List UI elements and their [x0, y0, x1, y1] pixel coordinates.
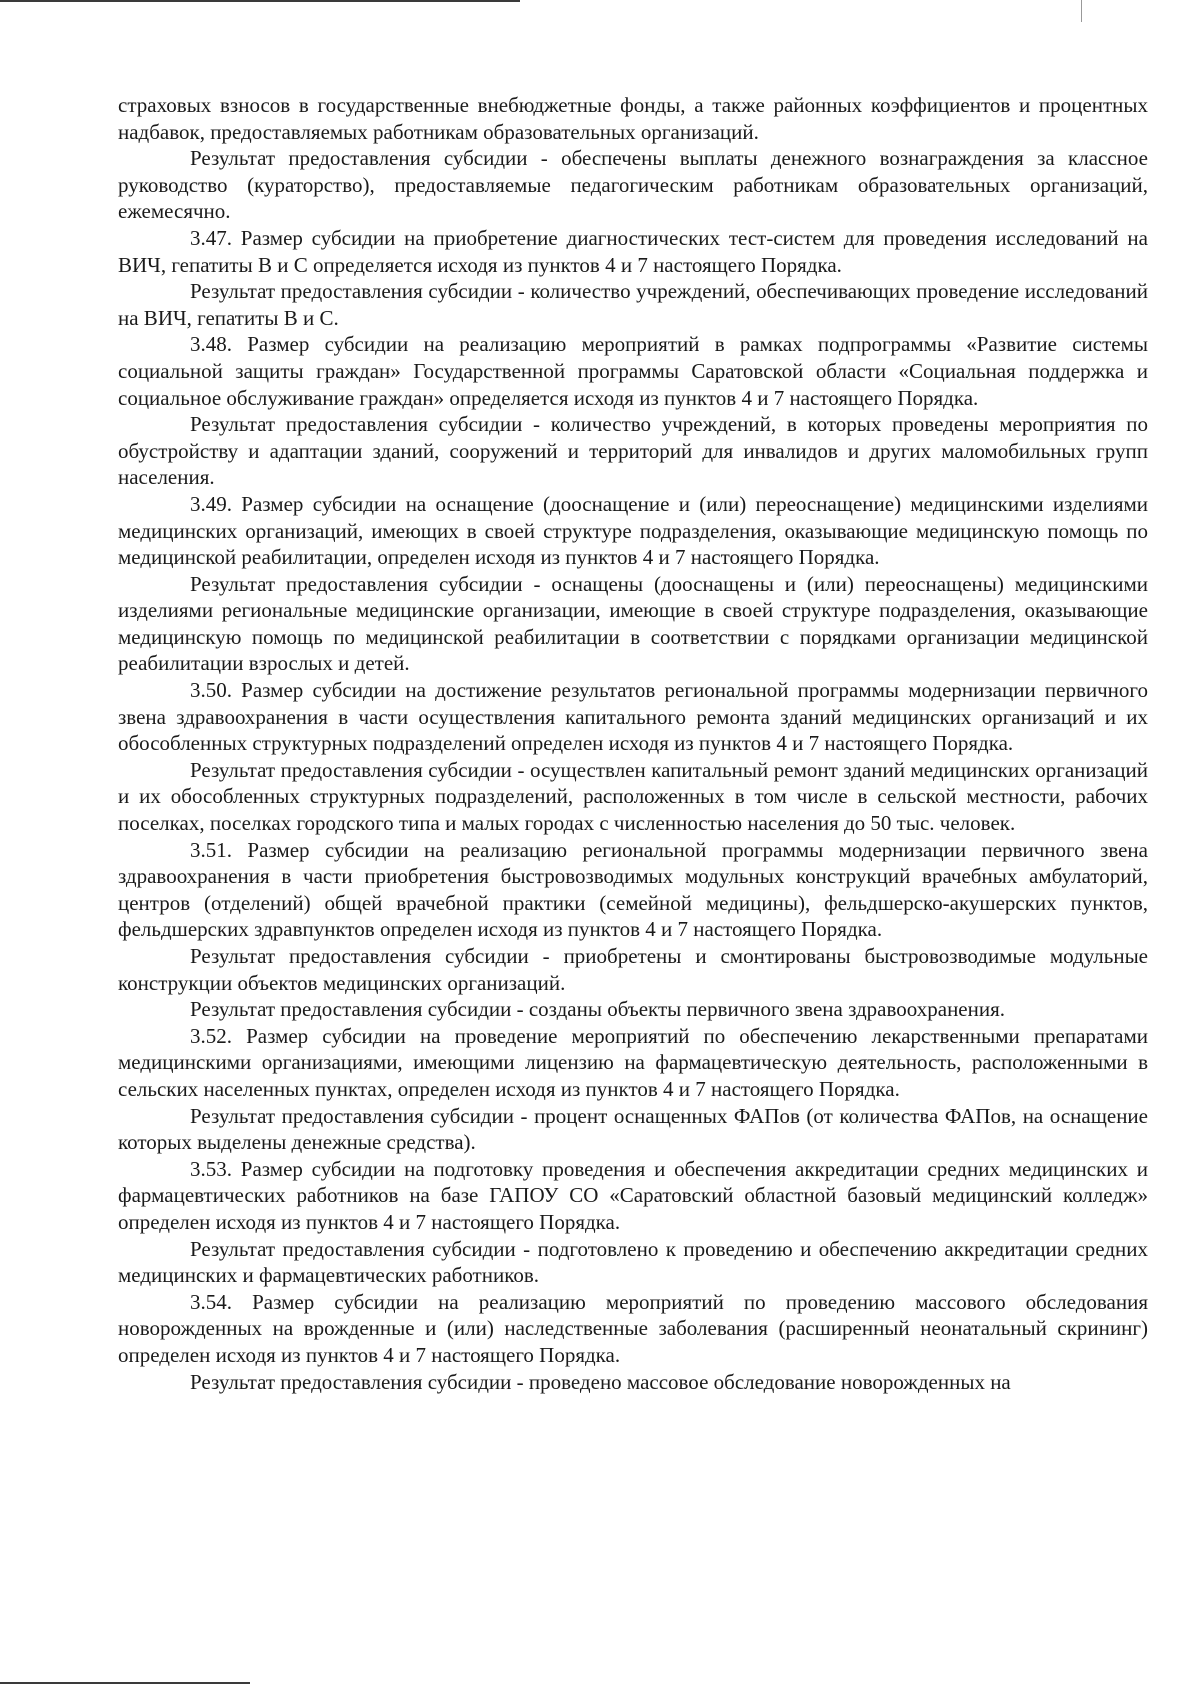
paragraph-result-3-53: Результат предоставления субсидии - подготовлено к проведению и обеспечению аккредитации средних медицинских и фармацевтических работников.: [118, 1236, 1148, 1288]
paragraph-3-53: 3.53. Размер субсидии на подготовку проведения и обеспечения аккредитации средних медицинских и фармацевтических работников на базе ГАПОУ СО «Саратовский областной базовый медицинский колледж» определен исходя из пунктов 4 и 7 настоящего Порядка.: [118, 1156, 1148, 1234]
paragraph-result-3-47: Результат предоставления субсидии - количество учреждений, обеспечивающих проведение исследований на ВИЧ, гепатиты В и С.: [118, 279, 1148, 330]
paragraph-3-51: 3.51. Размер субсидии на реализацию региональной программы модернизации первичного звена здравоохранения в части приобретения быстровозводимых модульных конструкций врачебных амбулаторий, центров (отделений) общей врачебной практики (семейной медицины), фельдшерско-акушерских пунктов, фельдшерских здравпунктов определен исходя из пунктов 4 и 7 настоящего Порядка.: [118, 837, 1148, 942]
scan-edge-top: [0, 0, 520, 2]
paragraph-result-3-50: Результат предоставления субсидии - осуществлен капитальный ремонт зданий медицинских организаций и их обособленных структурных подразделений, расположенных в том числе в сельской местности, рабочих поселках, поселках городского типа и малых городах с численностью населения до 50 тыс. человек.: [118, 757, 1148, 836]
paragraph-3-52: 3.52. Размер субсидии на проведение мероприятий по обеспечению лекарственными препаратами медицинскими организациями, имеющими лицензию на фармацевтическую деятельность, расположенными в сельских населенных пунктах, определен исходя из пунктов 4 и 7 настоящего Порядка.: [118, 1023, 1148, 1101]
paragraph-3-47: 3.47. Размер субсидии на приобретение диагностических тест-систем для проведения исследований на ВИЧ, гепатиты В и С определяется исходя из пунктов 4 и 7 настоящего Порядка.: [118, 225, 1148, 277]
paragraph-3-48: 3.48. Размер субсидии на реализацию мероприятий в рамках подпрограммы «Развитие системы социальной защиты граждан» Государственной программы Саратовской области «Социальная поддержка и социальное обслуживание граждан» определяется исходя из пунктов 4 и 7 настоящего Порядка.: [118, 332, 1148, 410]
paragraph-result-3-52: Результат предоставления субсидии - процент оснащенных ФАПов (от количества ФАПов, на оснащение которых выделены денежные средства).: [118, 1103, 1148, 1155]
paragraph-result-3-54: Результат предоставления субсидии - проведено массовое обследование новорожденных на: [190, 1369, 1011, 1394]
scan-edge-bottom: [0, 1682, 250, 1684]
paragraph-3-54: 3.54. Размер субсидии на реализацию мероприятий по проведению массового обследования новорожденных на врожденные и (или) наследственные заболевания (расширенный неонатальный скрининг) определен исходя из пунктов 4 и 7 настоящего Порядка.: [118, 1289, 1148, 1367]
paragraph-result-class-guidance: Результат предоставления субсидии - обеспечены выплаты денежного вознаграждения за классное руководство (кураторство), предоставляемые педагогическим работникам образовательных организаций, ежемесячно.: [118, 146, 1148, 224]
paragraph-result-3-51-b: Результат предоставления субсидии - созданы объекты первичного звена здравоохранения.: [190, 997, 1006, 1022]
paragraph-result-3-48: Результат предоставления субсидии - количество учреждений, в которых проведены мероприятия по обустройству и адаптации зданий, сооружений и территорий для инвалидов и других маломобильных групп населения.: [118, 412, 1148, 490]
document-body: [118, 92, 1148, 1395]
scan-mark: [1081, 0, 1082, 22]
paragraph-result-3-51-a: Результат предоставления субсидии - приобретены и смонтированы быстровозводимые модульные конструкции объектов медицинских организаций.: [118, 944, 1148, 995]
paragraph-result-3-49: Результат предоставления субсидии - оснащены (дооснащены и (или) переоснащены) медицинскими изделиями региональные медицинские организации, имеющие в своей структуре подразделения, оказывающие медицинскую помощь по медицинской реабилитации в соответствии с порядками организации медицинской реабилитации взрослых и детей.: [118, 571, 1148, 676]
paragraph-3-50: 3.50. Размер субсидии на достижение результатов региональной программы модернизации первичного звена здравоохранения в части осуществления капитального ремонта зданий медицинских организаций и их обособленных структурных подразделений определен исходя из пунктов 4 и 7 настоящего Порядка.: [118, 678, 1148, 756]
paragraph-continuation: страховых взносов в государственные внебюджетные фонды, а также районных коэффициентов и процентных надбавок, предоставляемых работникам образовательных организаций.: [118, 93, 1148, 144]
paragraph-3-49: 3.49. Размер субсидии на оснащение (дооснащение и (или) переоснащение) медицинскими изделиями медицинских организаций, имеющих в своей структуре подразделения, оказывающие медицинскую помощь по медицинской реабилитации, определен исходя из пунктов 4 и 7 настоящего Порядка.: [118, 491, 1148, 570]
